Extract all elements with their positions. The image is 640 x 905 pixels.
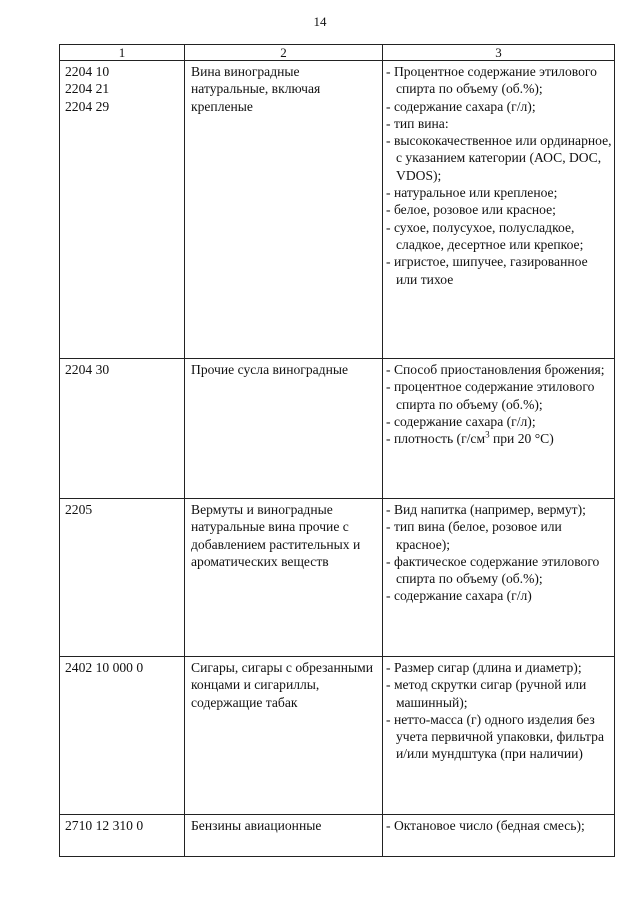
requirements-cell: [383, 657, 615, 815]
code-cell: [60, 359, 185, 499]
requirement-item: - натуральное или крепленое;: [386, 184, 612, 201]
product-code: 2204 21: [65, 81, 110, 97]
requirement-item: - Вид напитка (например, вермут);: [386, 501, 612, 518]
requirement-item: - метод скрутки сигар (ручной или машинный);: [386, 676, 612, 711]
product-table: [59, 44, 615, 857]
requirement-item: - содержание сахара (г/л): [386, 587, 612, 604]
requirement-item: - Размер сигар (длина и диаметр);: [386, 659, 612, 676]
product-name: Сигары, сигары с обрезанными концами и сигариллы, содержащие табак: [185, 657, 383, 815]
requirements-list: [386, 501, 612, 605]
requirements-cell: [383, 815, 615, 857]
code-cell: [60, 815, 185, 857]
product-code: 2402 10 000 0: [65, 660, 144, 675]
requirements-list: [386, 817, 612, 834]
column-header: 1: [60, 45, 185, 61]
requirement-item-density: [386, 430, 612, 447]
density-temperature: при 20 °С): [489, 431, 554, 447]
product-code: 2204 29: [65, 98, 110, 114]
column-header: 2: [185, 45, 383, 61]
code-cell: [60, 657, 185, 815]
product-name: Вермуты и виноградные натуральные вина прочие с добавлением растительных и ароматических веществ: [185, 499, 383, 657]
page-number: 14: [313, 14, 327, 29]
requirement-item: - Способ приостановления брожения;: [386, 361, 612, 378]
table-row: [60, 815, 615, 857]
product-code: 2710 12 310 0: [65, 818, 144, 833]
requirements-cell: [383, 359, 615, 499]
requirement-item: - содержание сахара (г/л);: [386, 413, 612, 430]
requirement-item: - тип вина:: [386, 115, 612, 132]
requirements-cell: [383, 499, 615, 657]
column-header: 3: [383, 45, 615, 61]
code-cell: [60, 61, 185, 359]
product-name: Бензины авиационные: [185, 815, 383, 857]
table-row: [60, 657, 615, 815]
product-name: Вина виноградные натуральные, включая крепленые: [185, 61, 383, 359]
table-row: [60, 359, 615, 499]
requirement-item: - тип вина (белое, розовое или красное);: [386, 518, 612, 553]
product-name: Прочие сусла виноградные: [185, 359, 383, 499]
requirement-item: - игристое, шипучее, газированное или тихое: [386, 253, 612, 288]
density-label: плотность (г/см: [393, 431, 486, 447]
code-cell: [60, 499, 185, 657]
product-code: 2204 30: [65, 362, 110, 377]
product-code: 2204 10: [65, 64, 110, 79]
requirement-item: - фактическое содержание этилового спирта по объему (об.%);: [386, 553, 612, 588]
table-header-row: [60, 45, 615, 61]
requirement-item: - Октановое число (бедная смесь);: [386, 817, 612, 834]
table-row: [60, 499, 615, 657]
density-superscript: 3: [485, 429, 490, 440]
requirement-item: - сухое, полусухое, полусладкое, сладкое, десертное или крепкое;: [386, 219, 612, 254]
requirement-item: - высококачественное или ординарное, с указанием категории (АОС, DOC, VDOS);: [386, 132, 612, 184]
table-row: [60, 61, 615, 359]
requirements-list: [386, 63, 612, 288]
requirements-list: [386, 659, 612, 763]
requirement-item: - белое, розовое или красное;: [386, 201, 612, 218]
requirement-item: - нетто-масса (г) одного изделия без учета первичной упаковки, фильтра и/или мундштука (при наличии): [386, 711, 612, 763]
requirement-item: - содержание сахара (г/л);: [386, 98, 612, 115]
requirement-item: - процентное содержание этилового спирта по объему (об.%);: [386, 378, 612, 413]
requirements-cell: [383, 61, 615, 359]
requirement-item: - Процентное содержание этилового спирта по объему (об.%);: [386, 63, 612, 98]
requirements-list: [386, 361, 612, 447]
product-code: 2205: [65, 502, 93, 517]
